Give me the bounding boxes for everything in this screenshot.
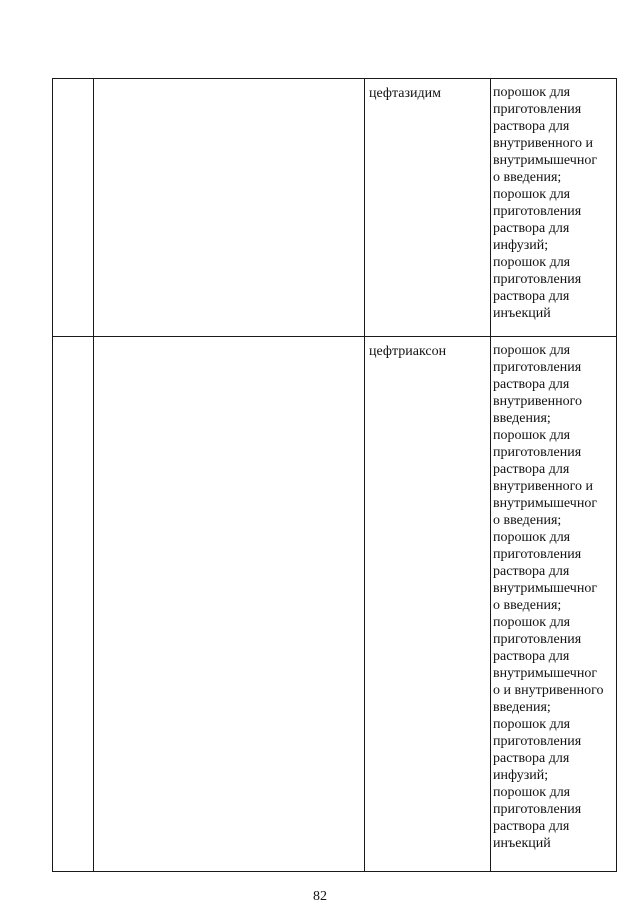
drug-name-cell: цефтазидим — [365, 79, 491, 337]
group-name-cell — [94, 337, 365, 872]
dosage-forms-cell: порошок для приготовления раствора для внутривенного введения; порошок для приготовления раствора для внутривенного и внутримышечног о введения; порошок для приготовления раствора для внутримышечног о введения; порошок для приготовления раствора для внутримышечног о и внутривенного введения; порошок для приготовления раствора для инфузий; порошок для приготовления раствора для инъекций — [491, 337, 617, 872]
drug-table — [52, 78, 617, 872]
page-number: 82 — [313, 889, 327, 904]
dosage-forms-cell: порошок для приготовления раствора для внутривенного и внутримышечног о введения; порошок для приготовления раствора для инфузий; порошок для приготовления раствора для инъекций — [491, 79, 617, 337]
atc-code-cell — [53, 79, 94, 337]
atc-code-cell — [53, 337, 94, 872]
table-row — [53, 79, 617, 337]
drug-name-cell: цефтриаксон — [365, 337, 491, 872]
group-name-cell — [94, 79, 365, 337]
table-row — [53, 337, 617, 872]
